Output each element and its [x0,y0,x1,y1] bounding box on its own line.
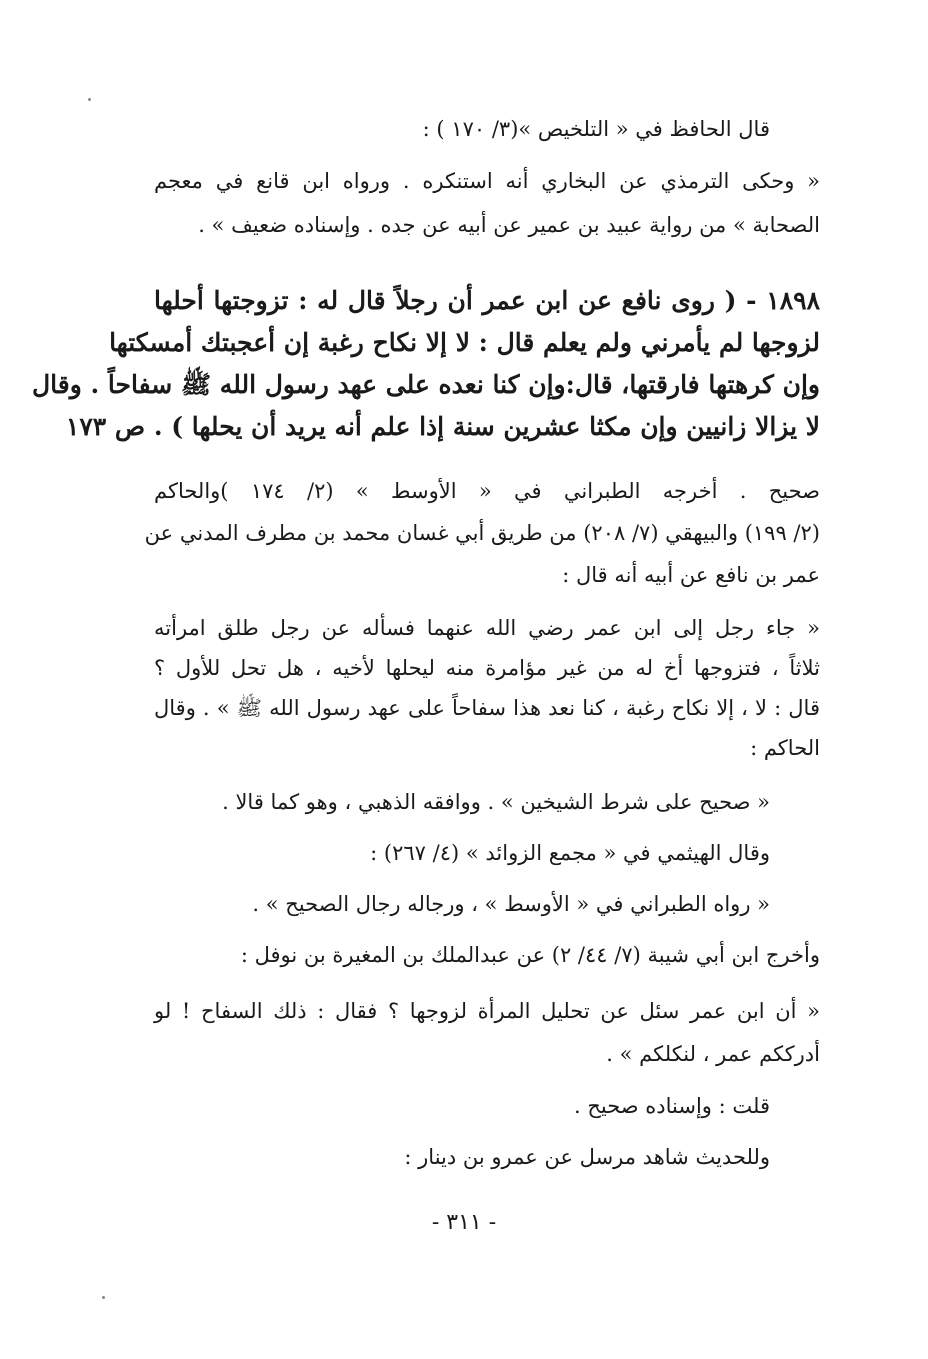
page-number: - ٣١١ - [431,1210,497,1235]
quote2-line-2: ثلاثاً ، فتزوجها أخ له من غير مؤامرة منه ليحلها لأخيه ، هل تحل للأول ؟ [154,656,820,680]
quote1-line-2: الصحابة » من رواية عبيد بن عمير عن أبيه عن جده . وإسناده ضعيف » . [198,213,820,237]
hadith-line-1: ١٨٩٨ - ( روى نافع عن ابن عمر أن رجلاً قال له : تزوجتها أحلها [154,286,820,315]
hadith-line-4: لا يزالا زانيين وإن مكثا عشرين سنة إذا علم أنه يريد أن يحلها ) . ص ١٧٣ [65,412,820,441]
takhrij-line-3: عمر بن نافع عن أبيه أنه قال : [562,563,820,587]
hakim-quote: « صحيح على شرط الشيخين » . ووافقه الذهبي ، وهو كما قالا . [222,790,770,814]
hadith-line-2: لزوجها لم يأمرني ولم يعلم قال : لا إلا نكاح رغبة إن أعجبتك أمسكتها [109,328,820,357]
ibn-abi-shayba-line: وأخرج ابن أبي شيبة (٧/ ٤٤/ ٢) عن عبدالملك بن المغيرة بن نوفل : [240,943,820,967]
quote2-line-1: « جاء رجل إلى ابن عمر رضي الله عنهما فسأله عن رجل طلق امرأته [154,616,820,640]
scan-speck [88,98,91,101]
quote3-line-1: « أن ابن عمر سئل عن تحليل المرأة لزوجها ؟ فقال : ذلك السفاح ! لو [154,999,820,1023]
hadith-line-3: وإن كرهتها فارقتها، قال:وإن كنا نعده على عهد رسول الله ﷺ سفاحاً . وقال [31,370,820,399]
quote2-line-4: الحاكم : [750,736,820,760]
takhrij-line-1: صحيح . أخرجه الطبراني في « الأوسط » (٢/ ١٧٤ )والحاكم [154,479,821,503]
quote1-line-1: « وحكى الترمذي عن البخاري أنه استنكره . ورواه ابن قانع في معجم [154,169,820,193]
shahid-line: وللحديث شاهد مرسل عن عمرو بن دينار : [404,1145,770,1169]
heading-line: قال الحافظ في « التلخيص »(٣/ ١٧٠ ) : [422,117,770,141]
quote3-line-2: أدرككم عمر ، لنكلكم » . [606,1042,820,1066]
haythami-quote: « رواه الطبراني في « الأوسط » ، ورجاله رجال الصحيح » . [252,892,770,916]
qultu-line: قلت : وإسناده صحيح . [573,1094,770,1118]
haythami-intro: وقال الهيثمي في « مجمع الزوائد » (٤/ ٢٦٧) : [370,841,770,865]
quote2-line-3: قال : لا ، إلا نكاح رغبة ، كنا نعد هذا سفاحاً على عهد رسول الله ﷺ » . وقال [154,696,820,720]
scan-speck [102,1296,105,1299]
takhrij-line-2: (٢/ ١٩٩) والبيهقي (٧/ ٢٠٨) من طريق أبي غسان محمد بن مطرف المدني عن [144,521,820,545]
